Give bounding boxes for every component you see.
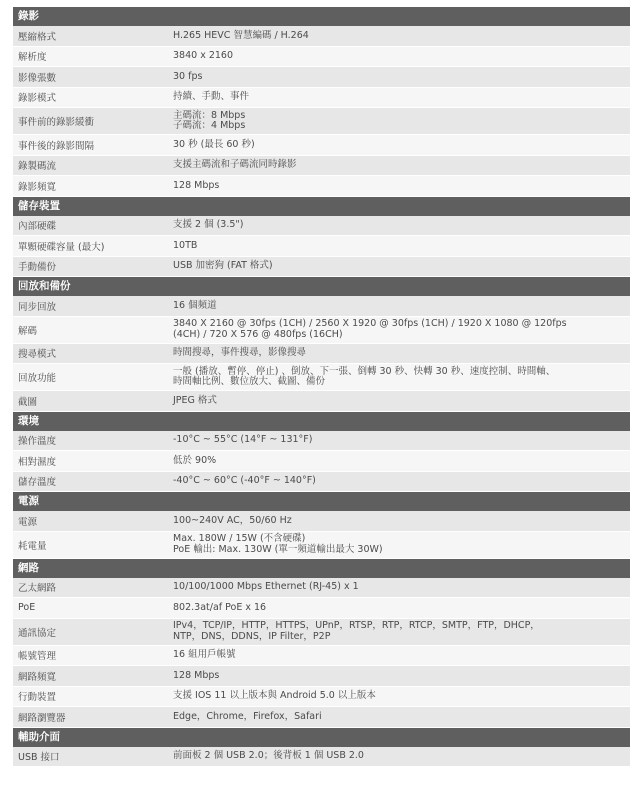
section-header: 電源: [13, 492, 630, 511]
spec-value-line: 30 秒 (最長 60 秒): [173, 138, 255, 150]
spec-row: [13, 344, 630, 365]
spec-row: [13, 472, 630, 493]
spec-row: [13, 156, 630, 177]
spec-row: [13, 747, 630, 768]
spec-label: 網路頻寬: [18, 671, 57, 683]
spec-label: 同步回放: [18, 301, 57, 313]
spec-value: [168, 111, 630, 132]
spec-label: 手動備份: [18, 262, 57, 274]
spec-label: 壓縮格式: [18, 31, 57, 43]
spec-row: [13, 88, 630, 109]
section-header: 回放和備份: [13, 277, 630, 296]
spec-value: [168, 751, 630, 762]
spec-value: [168, 650, 630, 661]
spec-value-line: 3840 x 2160: [173, 50, 234, 61]
spec-value: [168, 220, 630, 231]
spec-row: [13, 598, 630, 619]
section-header: 錄影: [13, 7, 630, 26]
spec-value-line: 持續、手動、事件: [173, 91, 250, 102]
spec-value-line: Edge，Chrome，Firefox，Safari: [173, 710, 322, 722]
spec-value: [168, 160, 630, 171]
section-header: 輔助介面: [13, 728, 630, 747]
spec-label: 內部硬碟: [18, 221, 57, 233]
spec-value: [168, 348, 630, 359]
section-header: 環境: [13, 412, 630, 431]
spec-value-line: 16 個頻道: [173, 299, 217, 311]
section-header: 儲存裝置: [13, 197, 630, 216]
spec-value-line: 支援 2 個 (3.5"): [173, 219, 244, 230]
spec-value: [168, 51, 630, 62]
spec-value-line: -10°C ~ 55°C (14°F ~ 131°F): [173, 434, 313, 445]
spec-value: [168, 671, 630, 682]
spec-value: [168, 603, 630, 614]
spec-label: 乙太網路: [18, 583, 57, 595]
spec-value: [168, 435, 630, 446]
spec-label: 回放功能: [18, 373, 57, 384]
spec-value: [168, 712, 630, 723]
spec-row: [13, 431, 630, 452]
spec-label: 儲存溫度: [18, 477, 57, 489]
spec-row: [13, 108, 630, 135]
spec-label: 錄製碼流: [18, 161, 57, 173]
spec-value-line: JPEG 格式: [173, 394, 217, 406]
spec-label: 行動裝置: [18, 692, 57, 704]
spec-label: 單顆硬碟容量 (最大): [18, 241, 105, 253]
spec-value-line: (4CH) / 720 X 576 @ 480fps (16CH): [173, 328, 343, 340]
spec-row: [13, 619, 630, 646]
spec-label: 耗電量: [18, 540, 47, 552]
spec-row: [13, 687, 630, 708]
spec-row: [13, 666, 630, 687]
spec-value: [168, 456, 630, 467]
spec-value: [168, 72, 630, 83]
spec-label: 電源: [18, 516, 38, 528]
spec-label: 網路瀏覽器: [18, 712, 66, 724]
spec-value-line: 30 fps: [173, 70, 203, 82]
spec-row: [13, 707, 630, 728]
spec-value: [168, 516, 630, 527]
spec-row: [13, 317, 630, 344]
spec-row: [13, 532, 630, 559]
spec-value-line: 10TB: [173, 239, 198, 251]
spec-row: [13, 296, 630, 317]
spec-value-line: -40°C ~ 60°C (-40°F ~ 140°F): [173, 475, 316, 486]
spec-value-line: Max. 180W / 15W (不含硬碟): [173, 533, 306, 544]
spec-value-line: 主碼流：8 Mbps: [173, 109, 246, 121]
spec-value-line: NTP，DNS，DDNS，IP Filter，P2P: [173, 630, 331, 642]
spec-value: [168, 621, 630, 642]
spec-row: [13, 176, 630, 197]
spec-label: 相對濕度: [18, 456, 57, 468]
spec-row: [13, 511, 630, 532]
spec-label: 解析度: [18, 52, 47, 64]
spec-row: [13, 26, 630, 47]
spec-value: [168, 261, 630, 272]
spec-value-line: 前面板 2 個 USB 2.0；後背板 1 個 USB 2.0: [173, 750, 364, 761]
spec-value-line: 128 Mbps: [173, 669, 220, 681]
spec-value: [168, 367, 630, 388]
spec-label: 事件前的錄影緩衝: [18, 117, 95, 128]
spec-value: [168, 92, 630, 103]
spec-label: 錄影頻寬: [18, 181, 57, 193]
spec-row: [13, 47, 630, 68]
spec-label: 通訊協定: [18, 627, 57, 639]
spec-label: 解碼: [18, 325, 38, 337]
spec-value-line: 低於 90%: [173, 454, 217, 466]
spec-value-line: H.265 HEVC 智慧編碼 / H.264: [173, 29, 309, 41]
spec-row: [13, 364, 630, 391]
spec-value-line: PoE 輸出: Max. 130W (單一頻道輸出最大 30W): [173, 543, 383, 555]
spec-value-line: 支援 IOS 11 以上版本與 Android 5.0 以上版本: [173, 690, 376, 701]
spec-row: [13, 257, 630, 278]
spec-row: [13, 236, 630, 257]
spec-value-line: 802.3at/af PoE x 16: [173, 601, 267, 613]
spec-label: 錄影模式: [18, 93, 57, 105]
spec-value-line: IPv4，TCP/IP，HTTP，HTTPS，UPnP，RTSP，RTP，RTCP，SMTP，FTP，DHCP，: [173, 620, 540, 631]
spec-value-line: 100~240V AC，50/60 Hz: [173, 514, 292, 526]
spec-value: [168, 582, 630, 593]
spec-value: [168, 31, 630, 42]
spec-label: USB 接口: [18, 752, 60, 764]
spec-value-line: 10/100/1000 Mbps Ethernet (RJ-45) x 1: [173, 581, 359, 592]
spec-value: [168, 396, 630, 407]
spec-value-line: 子碼流：4 Mbps: [173, 120, 246, 131]
spec-row: [13, 391, 630, 412]
spec-row: [13, 451, 630, 472]
spec-label: 事件後的錄影間隔: [18, 140, 95, 152]
spec-label: PoE: [18, 602, 36, 614]
spec-value: [168, 140, 630, 151]
spec-value: [168, 181, 630, 192]
spec-value-line: 128 Mbps: [173, 179, 220, 191]
section-header: 網路: [13, 559, 630, 578]
spec-value-line: 時間軸比例、數位放大、截圖、備份: [173, 376, 326, 387]
spec-value-line: 一般 (播放、暫停、停止) 、倒放、下一張、倒轉 30 秒、快轉 30 秒、速度控制、時間軸、: [173, 365, 556, 377]
spec-label: 影像張數: [18, 72, 57, 84]
spec-value: [168, 691, 630, 702]
spec-label: 搜尋模式: [18, 349, 57, 361]
spec-value-line: 3840 X 2160 @ 30fps (1CH) / 2560 X 1920 @ 30fps (1CH) / 1920 X 1080 @ 120fps: [173, 318, 567, 329]
spec-row: [13, 578, 630, 599]
spec-value: [168, 476, 630, 487]
spec-value-line: USB 加密狗 (FAT 格式): [173, 260, 273, 271]
spec-row: [13, 216, 630, 237]
spec-label: 截圖: [18, 396, 38, 408]
spec-value: [168, 534, 630, 555]
spec-row: [13, 135, 630, 156]
spec-value: [168, 241, 630, 252]
spec-label: 操作溫度: [18, 436, 57, 448]
spec-row: [13, 646, 630, 667]
spec-value-line: 支援主碼流和子碼流同時錄影: [173, 159, 297, 170]
spec-sheet: [13, 7, 630, 767]
spec-value: [168, 319, 630, 340]
spec-value: [168, 301, 630, 312]
spec-row: [13, 67, 630, 88]
spec-value-line: 16 組用戶帳號: [173, 649, 236, 660]
spec-label: 帳號管理: [18, 651, 57, 663]
spec-value-line: 時間搜尋，事件搜尋，影像搜尋: [173, 347, 307, 358]
